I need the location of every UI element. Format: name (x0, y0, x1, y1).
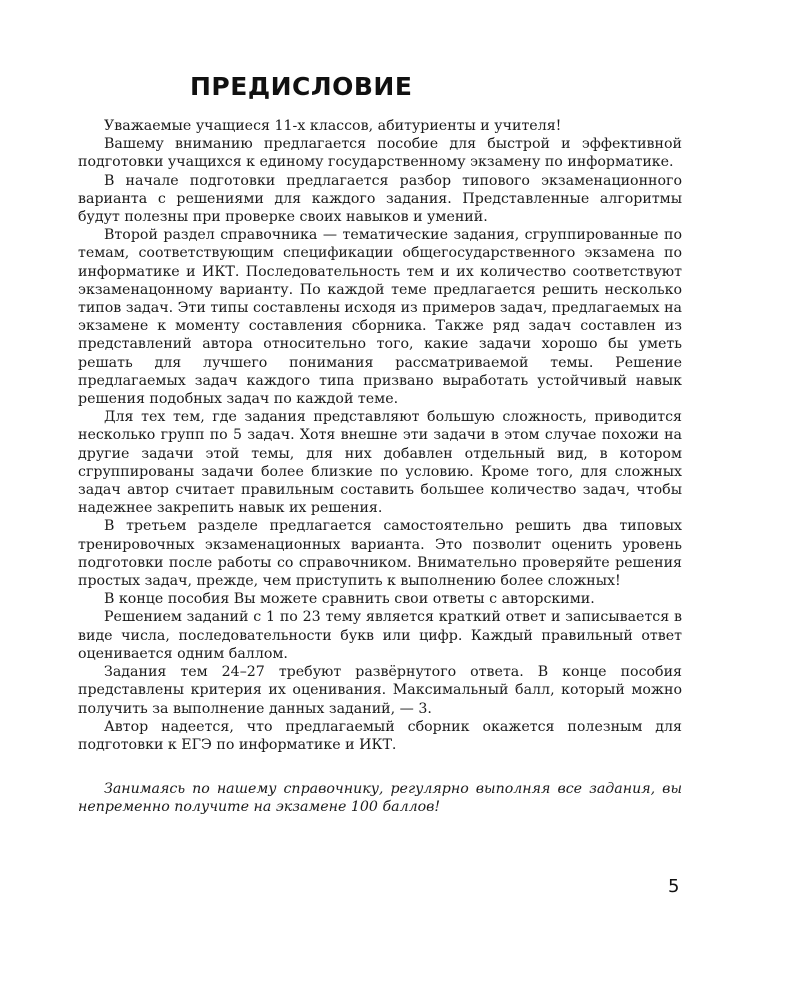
page-title: ПРЕДИСЛОВИЕ (190, 72, 413, 101)
page-number: 5 (668, 876, 680, 897)
paragraph-detailed-answers: Задания тем 24–27 требуют развёрнутого ответа. В конце пособия представлены критерия их оценивания. Максимальный балл, который можно получить за выполнение данных заданий, — 3. (78, 664, 682, 717)
paragraph-answers: В конце пособия Вы можете сравнить свои ответы с авторскими. (104, 591, 595, 608)
paragraph-third-section: В третьем разделе предлагается самостоятельно решить два типовых тренировочных экзаменационных варианта. Это позволит оценить уровень подготовки после работы со справочником. Внимательно проверяйте решения простых задач, прежде, чем приступить к выполнению более сложных! (78, 518, 682, 590)
paragraph-greeting: Уважаемые учащиеся 11-х классов, абитуриенты и учителя! (104, 118, 562, 134)
paragraph-intro: Вашему вниманию предлагается пособие для быстрой и эффективной подготовки учащихся к единому государственному экзамену по информатике. (78, 136, 682, 171)
closing-motto: Занимаясь по нашему справочнику, регулярно выполняя все задания, вы непременно получите на экзамене 100 баллов! (78, 781, 682, 816)
paragraph-second-section: Второй раздел справочника — тематические задания, сгруппированные по темам, соответствующим спецификации общегосударственного экзамена по информатике и ИКТ. Последовательность тем и их количество соответствуют экзаменацонному варианту. По каждой теме предлагается решить несколько типов задач. Эти типы составлены исходя из примеров задач, предлагаемых на экзамене к моменту составления сборника. Также ряд задач составлен из представлений автора относительно того, какие задачи хорошо бы уметь решать для лучшего понимания рассматриваемой темы. Решение предлагаемых задач каждого типа призвано выработать устойчивый навык решения подобных задач по каждой теме. (78, 227, 682, 408)
paragraph-complex-topics: Для тех тем, где задания представляют большую сложность, приводится несколько групп по 5 задач. Хотя внешне эти задачи в этом случае похожи на другие задачи этой темы, для них добавлен отдельный вид, в котором сгруппированы задачи более близкие по условию. Кроме того, для сложных задач автор считает правильным составить большее количество задач, чтобы надежнее закрепить навык их решения. (78, 409, 682, 517)
paragraph-short-answers: Решением заданий с 1 по 23 тему является краткий ответ и записывается в виде числа, последовательности букв или цифр. Каждый правильный ответ оценивается одним баллом. (78, 609, 682, 662)
paragraph-first-section: В начале подготовки предлагается разбор типового экзаменационного варианта с решениями для каждого задания. Представленные алгоритмы будут полезны при проверке своих навыков и умений. (78, 172, 682, 226)
paragraph-author-hope: Автор надеется, что предлагаемый сборник окажется полезным для подготовки к ЕГЭ по информатике и ИКТ. (78, 718, 682, 753)
preface-body (78, 117, 682, 754)
